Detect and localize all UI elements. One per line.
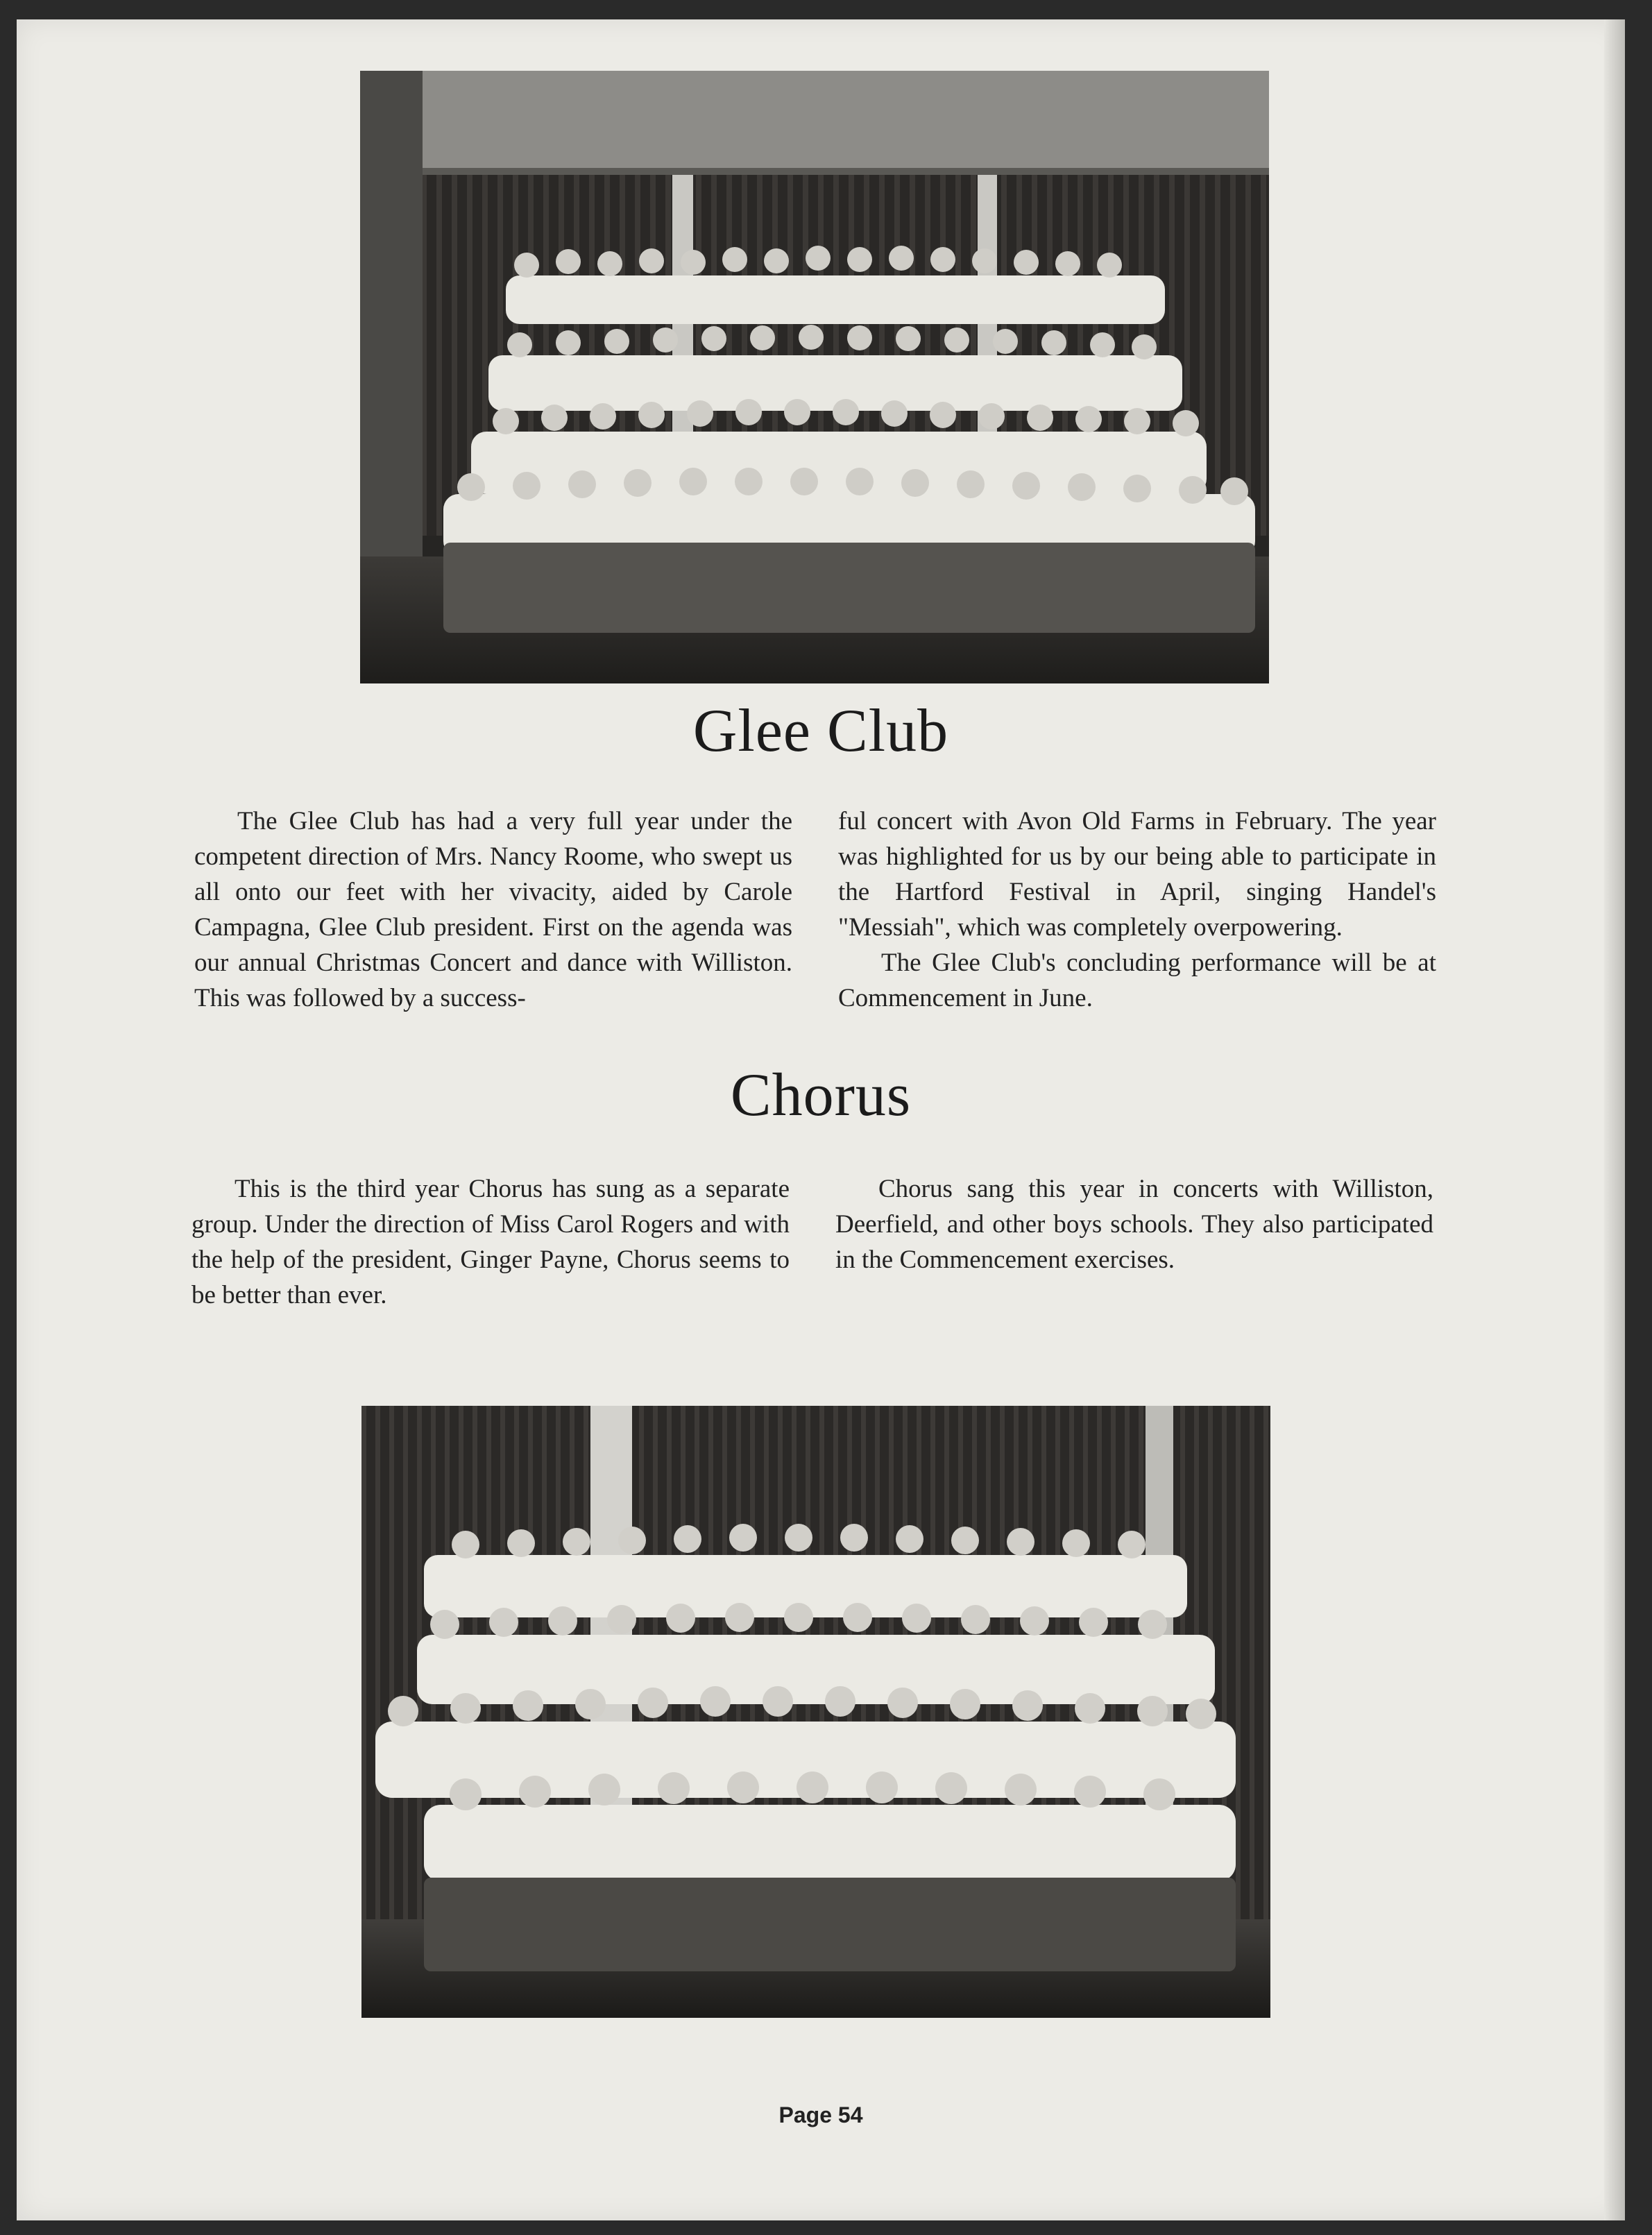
chorus-photo	[361, 1406, 1270, 2018]
glee-club-photo-image	[360, 71, 1269, 683]
chorus-left-column	[191, 1171, 790, 1313]
yearbook-page	[17, 19, 1625, 2220]
glee-club-right-column	[838, 804, 1436, 1016]
chorus-photo-image	[361, 1406, 1270, 2018]
glee-club-right-paragraph-2: The Glee Club's concluding performance will be at Commencement in June.	[838, 949, 1436, 1012]
glee-club-right-paragraph-1: ful concert with Avon Old Farms in February. The year was highlighted for us by our being able to participate in the Hartford Festival in April, singing Handel's "Messiah", which was completely overpowering.	[838, 807, 1436, 942]
glee-club-heading: Glee Club	[692, 697, 949, 765]
chorus-right-paragraph: Chorus sang this year in concerts with Williston, Deerfield, and other boys schools. They also participated in the Commencement exercises.	[835, 1175, 1433, 1274]
glee-club-left-column	[194, 804, 792, 1016]
glee-club-left-paragraph: The Glee Club has had a very full year under the competent direction of Mrs. Nancy Roome, who swept us all onto our feet with her vivacity, aided by Carole Campagna, Glee Club president. First on the agenda was our annual Christmas Concert and dance with Williston. This was followed by a success-	[194, 807, 792, 1012]
page-number: Page 54	[778, 2102, 863, 2127]
chorus-left-paragraph: This is the third year Chorus has sung as a separate group. Under the direction of Miss Carol Rogers and with the help of the president, Ginger Payne, Chorus seems to be better than ever.	[191, 1175, 790, 1309]
chorus-heading: Chorus	[730, 1062, 912, 1129]
chorus-right-column	[835, 1171, 1433, 1277]
glee-club-photo	[360, 71, 1269, 683]
